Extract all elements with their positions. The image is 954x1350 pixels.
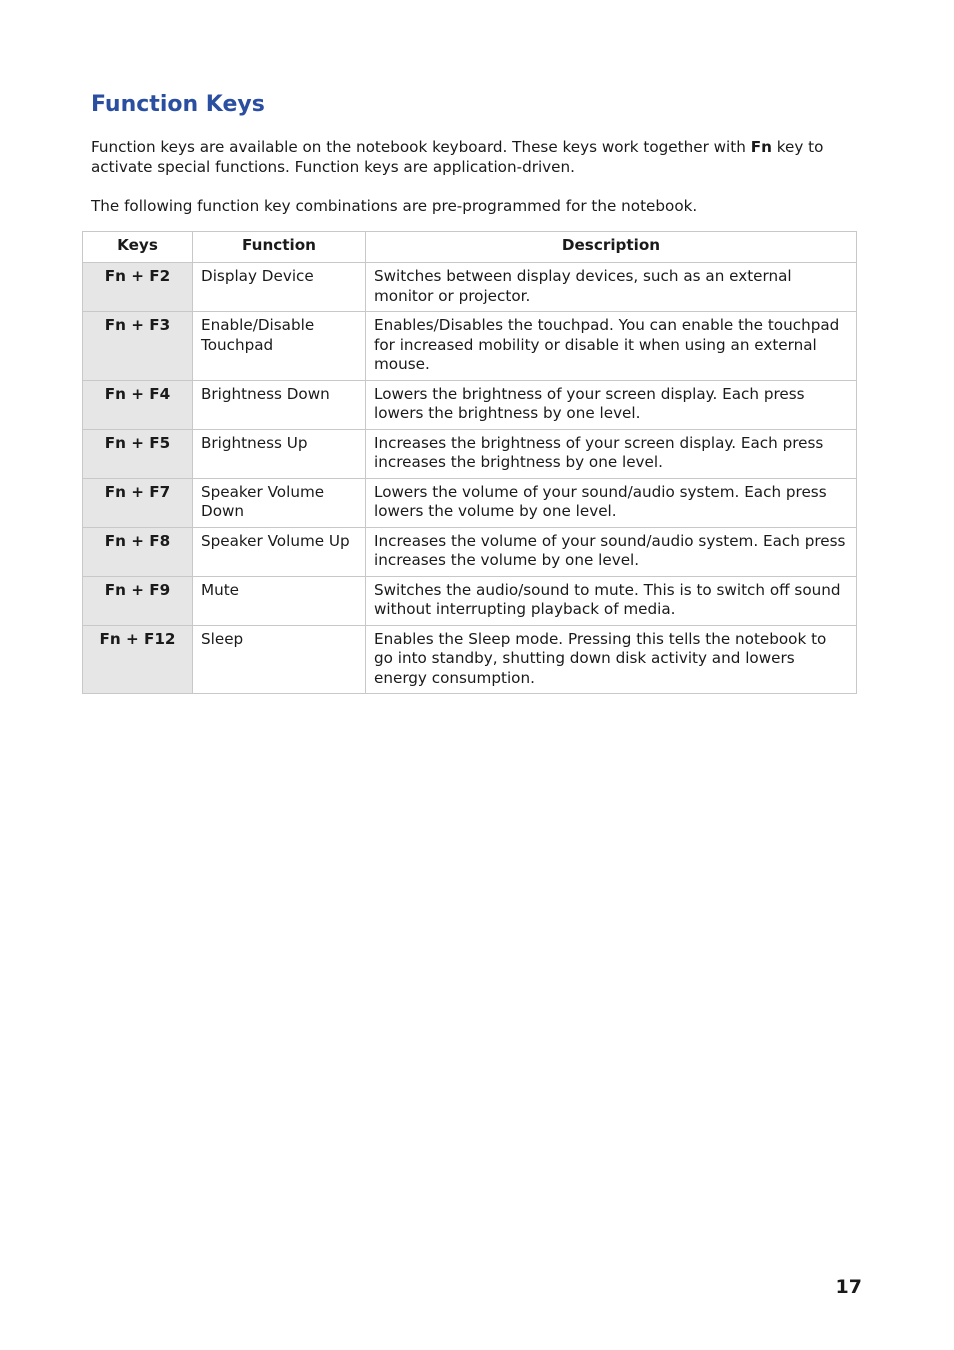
intro-fn-bold: Fn <box>750 138 772 156</box>
table-row <box>83 527 857 576</box>
function-cell: Brightness Up <box>193 429 366 478</box>
intro-paragraph <box>91 137 861 177</box>
function-keys-table <box>82 231 857 694</box>
header-function: Function <box>193 232 366 263</box>
key-cell: Fn + F3 <box>83 312 193 381</box>
table-row <box>83 429 857 478</box>
function-cell: Mute <box>193 576 366 625</box>
function-cell: Brightness Down <box>193 380 366 429</box>
header-keys: Keys <box>83 232 193 263</box>
description-cell: Switches the audio/sound to mute. This is to switch off sound without interrupting playback of media. <box>366 576 857 625</box>
function-cell: Speaker Volume Down <box>193 478 366 527</box>
key-cell: Fn + F5 <box>83 429 193 478</box>
page-title: Function Keys <box>91 92 265 117</box>
table-row <box>83 380 857 429</box>
intro-text-part1: Function keys are available on the notebook keyboard. These keys work together with <box>91 138 751 156</box>
page-number: 17 <box>835 1276 862 1298</box>
intro-text-part2: key to activate special functions. Function keys are application-driven. <box>91 138 824 176</box>
key-cell: Fn + F9 <box>83 576 193 625</box>
table-header-row <box>83 232 857 263</box>
key-cell: Fn + F7 <box>83 478 193 527</box>
description-cell: Increases the brightness of your screen display. Each press increases the brightness by one level. <box>366 429 857 478</box>
description-cell: Enables the Sleep mode. Pressing this tells the notebook to go into standby, shutting down disk activity and lowers energy consumption. <box>366 625 857 694</box>
key-cell: Fn + F2 <box>83 263 193 312</box>
table-row <box>83 312 857 381</box>
table-row <box>83 625 857 694</box>
key-cell: Fn + F8 <box>83 527 193 576</box>
description-cell: Enables/Disables the touchpad. You can enable the touchpad for increased mobility or disable it when using an external mouse. <box>366 312 857 381</box>
table-row <box>83 478 857 527</box>
lead-paragraph: The following function key combinations are pre-programmed for the notebook. <box>91 197 698 215</box>
key-cell: Fn + F12 <box>83 625 193 694</box>
description-cell: Switches between display devices, such as an external monitor or projector. <box>366 263 857 312</box>
function-cell: Display Device <box>193 263 366 312</box>
description-cell: Lowers the volume of your sound/audio system. Each press lowers the volume by one level. <box>366 478 857 527</box>
description-cell: Lowers the brightness of your screen display. Each press lowers the brightness by one level. <box>366 380 857 429</box>
header-description: Description <box>366 232 857 263</box>
function-cell: Speaker Volume Up <box>193 527 366 576</box>
description-cell: Increases the volume of your sound/audio system. Each press increases the volume by one level. <box>366 527 857 576</box>
table-row <box>83 263 857 312</box>
function-cell: Enable/Disable Touchpad <box>193 312 366 381</box>
table-row <box>83 576 857 625</box>
key-cell: Fn + F4 <box>83 380 193 429</box>
function-cell: Sleep <box>193 625 366 694</box>
